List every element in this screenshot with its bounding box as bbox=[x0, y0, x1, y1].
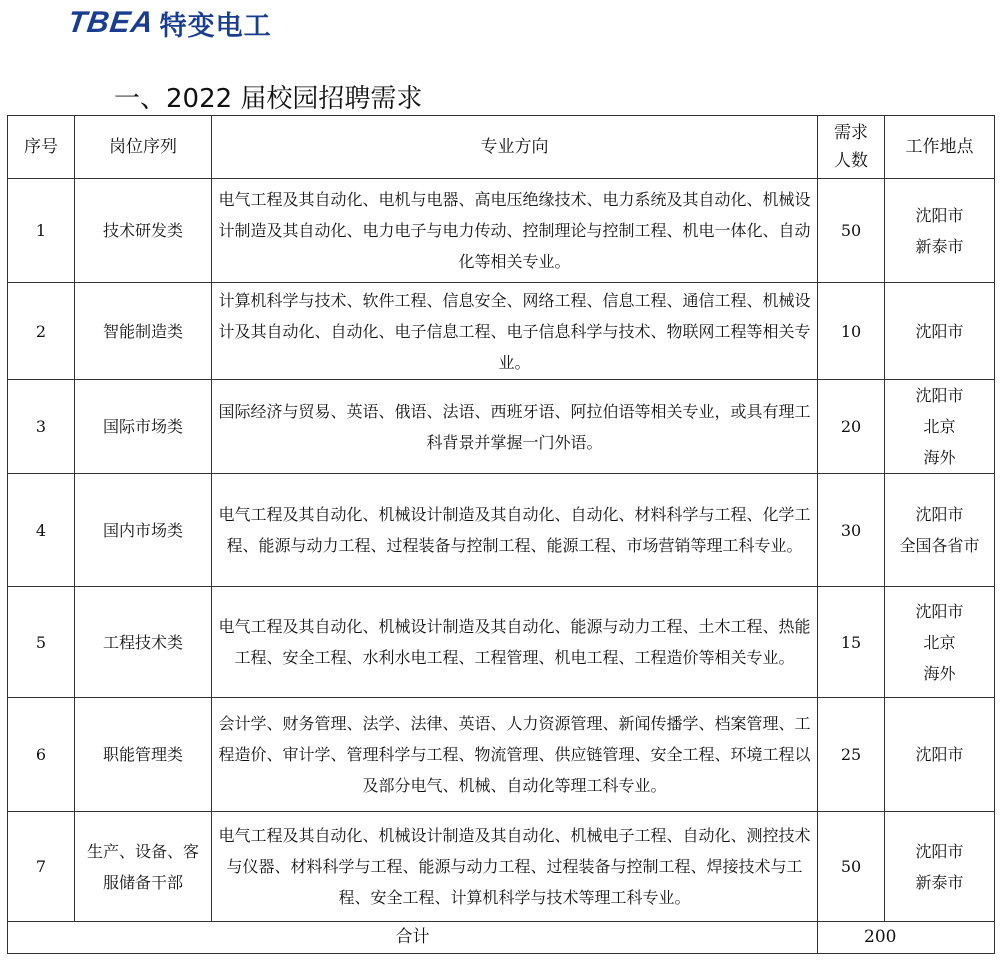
table-header-row bbox=[8, 116, 995, 179]
row-category: 智能制造类 bbox=[75, 283, 212, 380]
row-major: 电气工程及其自动化、电机与电器、高电压绝缘技术、电力系统及其自动化、机械设计制造及其自动化、电力电子与电力传动、控制理论与控制工程、机电一体化、自动化等相关专业。 bbox=[212, 179, 818, 283]
row-index: 7 bbox=[8, 812, 75, 922]
row-index: 4 bbox=[8, 474, 75, 587]
row-index: 5 bbox=[8, 587, 75, 698]
header-count bbox=[818, 116, 885, 179]
row-category: 工程技术类 bbox=[75, 587, 212, 698]
table-row bbox=[8, 380, 995, 474]
row-major: 会计学、财务管理、法学、法律、英语、人力资源管理、新闻传播学、档案管理、工程造价、审计学、管理科学与工程、物流管理、供应链管理、安全工程、环境工程以及部分电气、机械、自动化等理工科专业。 bbox=[212, 698, 818, 812]
company-logo bbox=[65, 6, 272, 42]
table-row bbox=[8, 283, 995, 380]
table-row bbox=[8, 179, 995, 283]
location-item: 沈阳市 bbox=[915, 321, 964, 341]
header-index: 序号 bbox=[8, 116, 75, 179]
row-locations bbox=[885, 283, 995, 380]
location-item: 海外 bbox=[923, 663, 956, 683]
header-category: 岗位序列 bbox=[75, 116, 212, 179]
row-major: 电气工程及其自动化、机械设计制造及其自动化、自动化、材料科学与工程、化学工程、能源与动力工程、过程装备与控制工程、能源工程、市场营销等理工科专业。 bbox=[212, 474, 818, 587]
row-major: 电气工程及其自动化、机械设计制造及其自动化、机械电子工程、自动化、测控技术与仪器、材料科学与工程、能源与动力工程、过程装备与控制工程、焊接技术与工程、安全工程、计算机科学与技术等理工科专业。 bbox=[212, 812, 818, 922]
location-item: 沈阳市 bbox=[915, 745, 964, 764]
row-major: 电气工程及其自动化、机械设计制造及其自动化、能源与动力工程、土木工程、热能工程、安全工程、水利水电工程、工程管理、机电工程、工程造价等相关专业。 bbox=[212, 587, 818, 698]
row-count: 50 bbox=[818, 179, 885, 283]
row-locations bbox=[885, 698, 995, 812]
table-row bbox=[8, 587, 995, 698]
row-category-line2: 服储备干部 bbox=[102, 872, 183, 892]
row-category: 国内市场类 bbox=[75, 474, 212, 587]
section-heading: 一、2022 届校园招聘需求 bbox=[114, 84, 423, 114]
location-item: 沈阳市 bbox=[915, 505, 964, 524]
row-count: 20 bbox=[818, 380, 885, 474]
table-row bbox=[8, 474, 995, 587]
total-row bbox=[8, 922, 995, 954]
location-item: 新泰市 bbox=[915, 236, 964, 256]
row-count: 25 bbox=[818, 698, 885, 812]
row-locations bbox=[885, 179, 995, 283]
row-category: 职能管理类 bbox=[75, 698, 212, 812]
table-row bbox=[8, 698, 995, 812]
location-item: 北京 bbox=[923, 417, 956, 436]
row-index: 6 bbox=[8, 698, 75, 812]
location-item: 沈阳市 bbox=[915, 205, 964, 225]
table-row bbox=[8, 812, 995, 922]
row-locations bbox=[885, 812, 995, 922]
row-major: 计算机科学与技术、软件工程、信息安全、网络工程、信息工程、通信工程、机械设计及其自动化、自动化、电子信息工程、电子信息科学与技术、物联网工程等相关专业。 bbox=[212, 283, 818, 380]
row-category-line1: 生产、设备、客 bbox=[86, 841, 199, 861]
location-item: 海外 bbox=[923, 448, 956, 467]
row-locations bbox=[885, 474, 995, 587]
row-category bbox=[75, 812, 212, 922]
header-location: 工作地点 bbox=[885, 116, 995, 179]
row-category: 国际市场类 bbox=[75, 380, 212, 474]
row-locations bbox=[885, 380, 995, 474]
location-item: 新泰市 bbox=[915, 872, 964, 892]
row-category: 技术研发类 bbox=[75, 179, 212, 283]
row-count: 50 bbox=[818, 812, 885, 922]
location-item: 全国各省市 bbox=[899, 536, 980, 555]
row-major: 国际经济与贸易、英语、俄语、法语、西班牙语、阿拉伯语等相关专业，或具有理工科背景并掌握一门外语。 bbox=[212, 380, 818, 474]
logo-latin-text: TBEA bbox=[65, 6, 157, 39]
location-item: 沈阳市 bbox=[915, 601, 964, 621]
row-count: 10 bbox=[818, 283, 885, 380]
row-index: 1 bbox=[8, 179, 75, 283]
total-value: 200 bbox=[818, 922, 995, 954]
location-item: 沈阳市 bbox=[915, 841, 964, 861]
row-count: 30 bbox=[818, 474, 885, 587]
header-major: 专业方向 bbox=[212, 116, 818, 179]
row-locations bbox=[885, 587, 995, 698]
logo-chinese-text: 特变电工 bbox=[159, 10, 272, 42]
recruitment-table bbox=[7, 115, 995, 954]
total-label: 合计 bbox=[8, 922, 818, 954]
location-item: 沈阳市 bbox=[915, 386, 964, 405]
row-index: 3 bbox=[8, 380, 75, 474]
row-count: 15 bbox=[818, 587, 885, 698]
header-count-line1: 需求 bbox=[834, 123, 868, 143]
header-count-line2: 人数 bbox=[834, 151, 868, 171]
location-item: 北京 bbox=[923, 632, 956, 652]
row-index: 2 bbox=[8, 283, 75, 380]
